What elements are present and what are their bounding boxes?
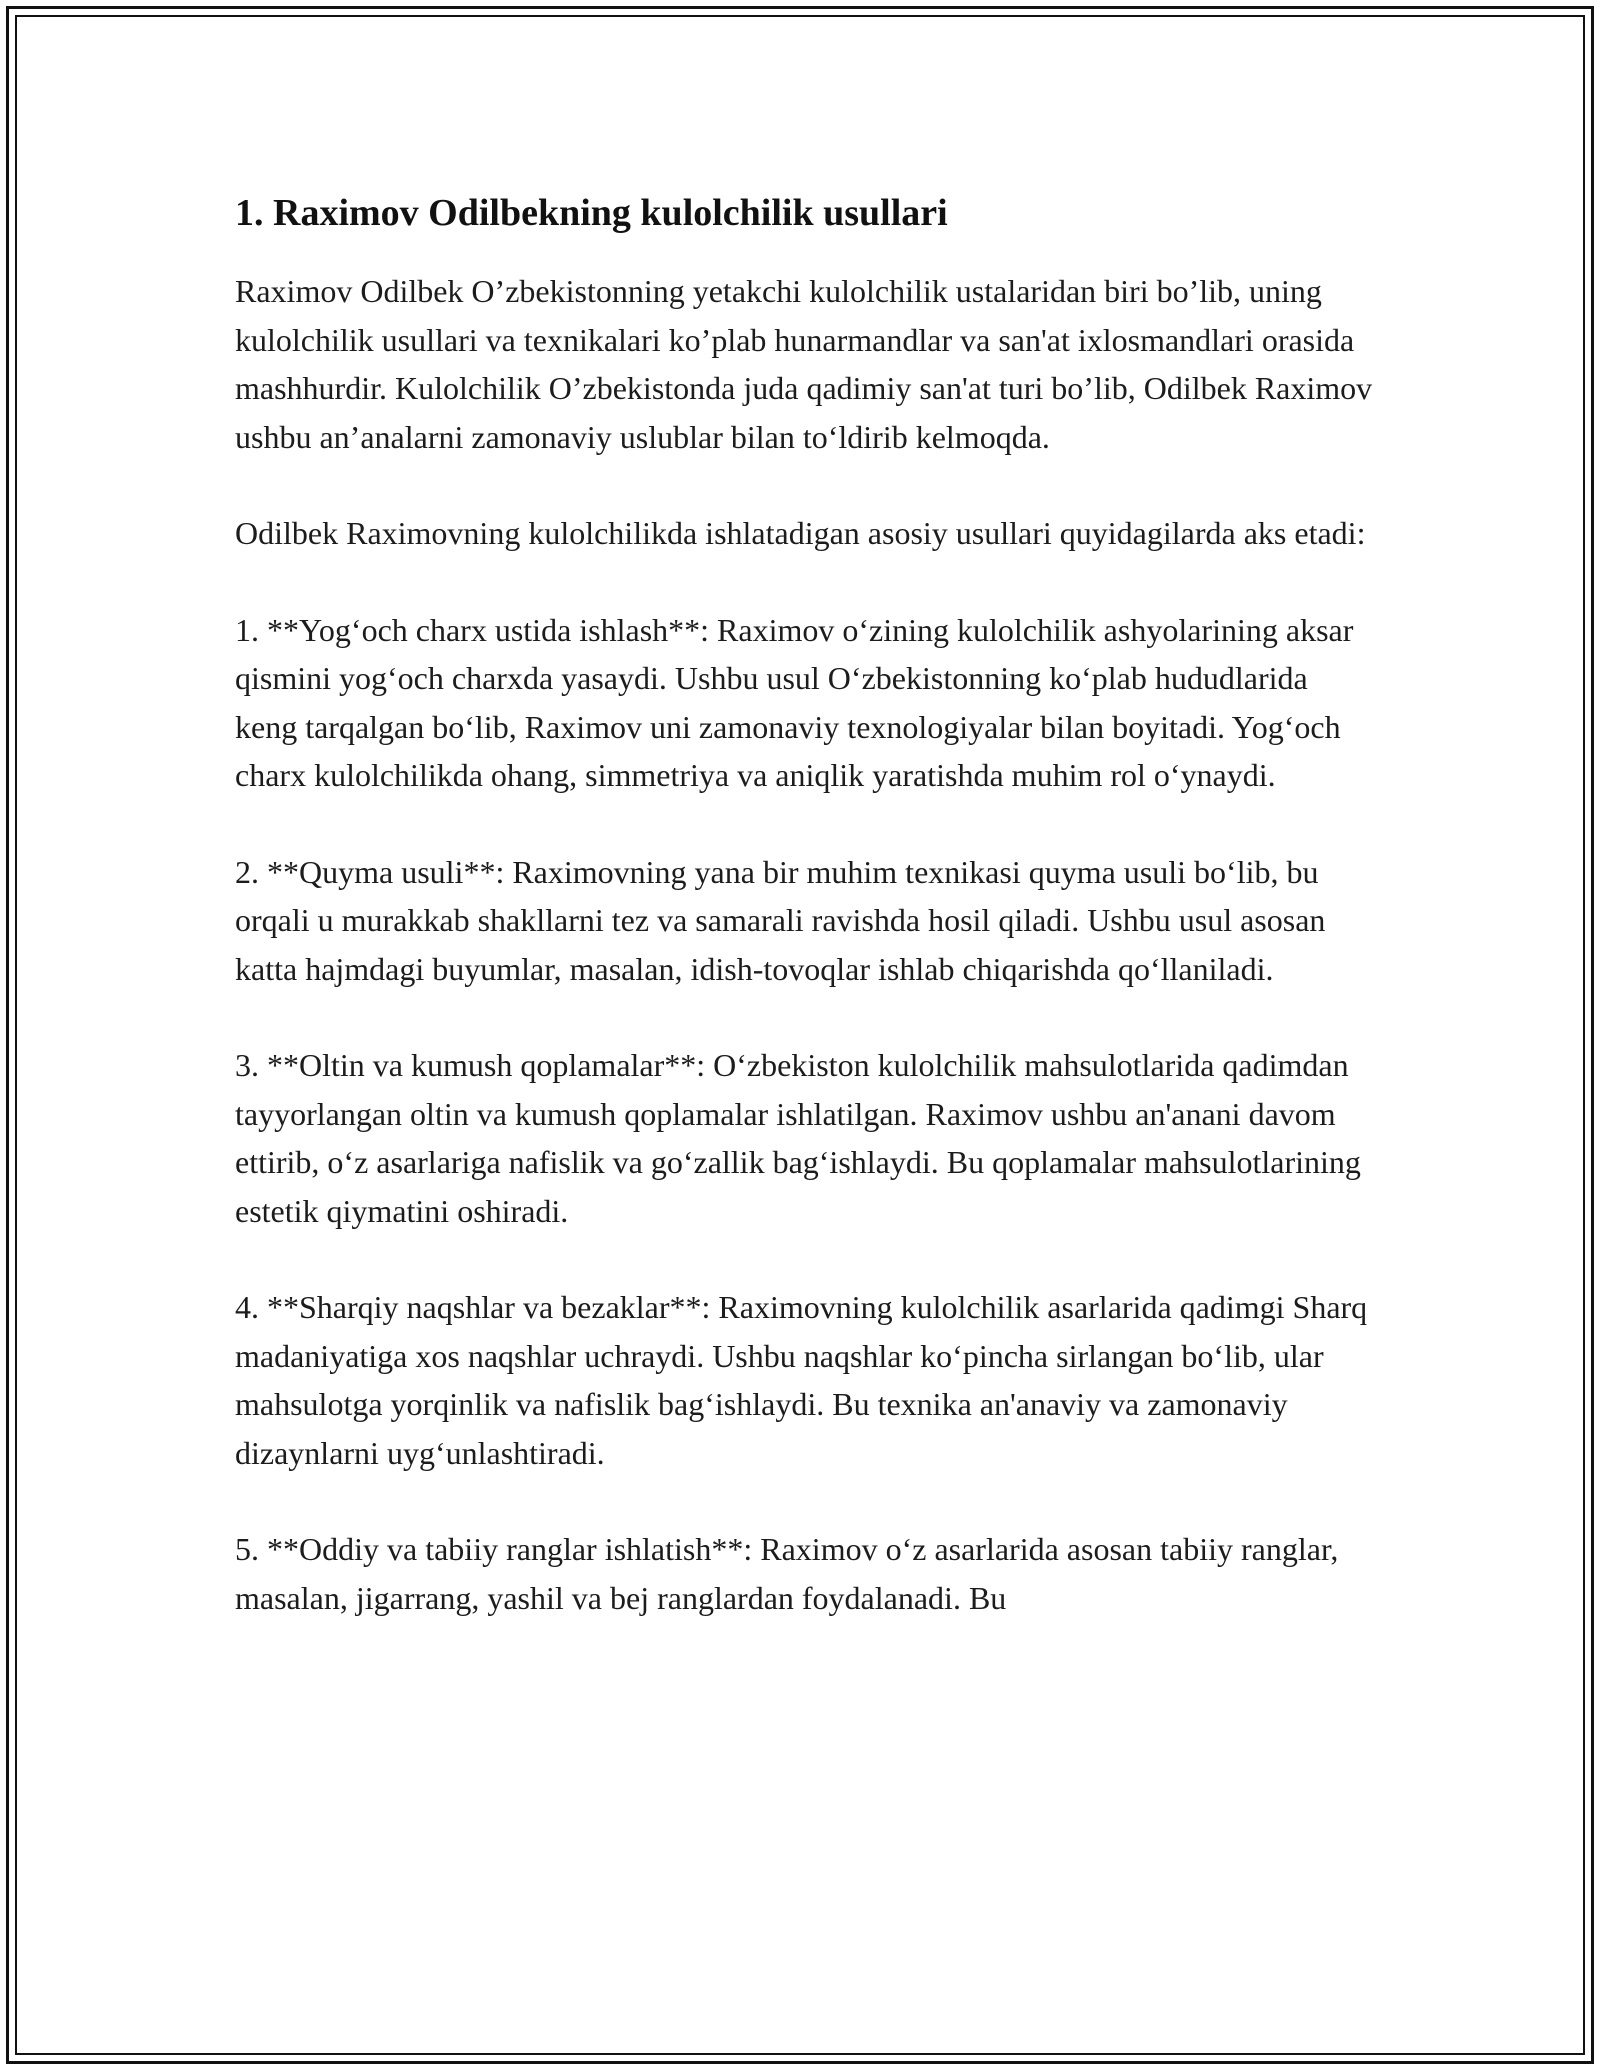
method-item-5: 5. **Oddiy va tabiiy ranglar ishlatish**: Raximov o‘z asarlarida asosan tabiiy ranglar, masalan, jigarrang, yashil va bej ranglardan foydalanadi. Bu	[235, 1531, 1339, 1616]
method-item-4: 4. **Sharqiy naqshlar va bezaklar**: Raximovning kulolchilik asarlarida qadimgi Sharq madaniyatiga xos naqshlar uchraydi. Ushbu naqshlar ko‘pincha sirlangan bo‘lib, ular mahsulotga yorqinlik va nafislik bag‘ishlaydi. Bu texnika an'anaviy va zamonaviy dizaynlarni uyg‘unlashtiradi.	[235, 1289, 1368, 1471]
page-title: 1. Raximov Odilbekning kulolchilik usullari	[235, 192, 948, 234]
document-body	[235, 185, 1375, 1670]
intro-paragraph: Raximov Odilbek O’zbekistonning yetakchi kulolchilik ustalaridan biri bo’lib, uning kulolchilik usullari va texnikalari ko’plab hunarmandlar va san'at ixlosmandlari orasida mashhurdir. Kulolchilik O’zbekistonda juda qadimiy san'at turi bo’lib, Odilbek Raximov ushbu an’analarni zamonaviy uslublar bilan to‘ldirib kelmoqda.	[235, 273, 1373, 455]
method-item-2: 2. **Quyma usuli**: Raximovning yana bir muhim texnikasi quyma usuli bo‘lib, bu orqali u murakkab shakllarni tez va samarali ravishda hosil qiladi. Ushbu usul asosan katta hajmdagi buyumlar, masalan, idish-tovoqlar ishlab chiqarishda qo‘llaniladi.	[235, 853, 1326, 987]
method-item-1: 1. **Yog‘och charx ustida ishlash**: Raximov o‘zining kulolchilik ashyolarining aksar qismini yog‘och charxda yasaydi. Ushbu usul O‘zbekistonning ko‘plab hududlarida keng tarqalgan bo‘lib, Raximov uni zamonaviy texnologiyalar bilan boyitadi. Yog‘och charx kulolchilikda ohang, simmetriya va aniqlik yaratishda muhim rol o‘ynaydi.	[235, 611, 1354, 793]
methods-intro-paragraph: Odilbek Raximovning kulolchilikda ishlatadigan asosiy usullari quyidagilarda aks etadi:	[235, 515, 1366, 551]
method-item-3: 3. **Oltin va kumush qoplamalar**: O‘zbekiston kulolchilik mahsulotlarida qadimdan tayyorlangan oltin va kumush qoplamalar ishlatilgan. Raximov ushbu an'anani davom ettirib, o‘z asarlariga nafislik va go‘zallik bag‘ishlaydi. Bu qoplamalar mahsulotlarining estetik qiymatini oshiradi.	[235, 1047, 1361, 1229]
